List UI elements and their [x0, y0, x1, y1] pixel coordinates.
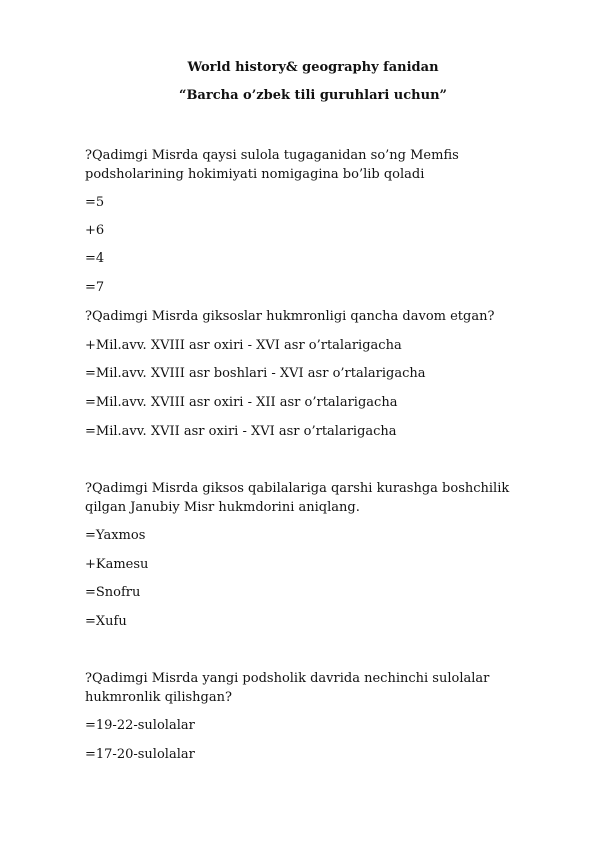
question-2-answer-2: =Mil.avv. XVIII asr boshlari - XVI asr o’rtalarigacha — [85, 366, 426, 381]
question-3-answer-4: =Xufu — [85, 614, 127, 629]
document-subtitle: “Barcha o’zbek tili guruhlari uchun” — [178, 88, 448, 103]
question-3-answer-3: =Snofru — [85, 585, 141, 600]
question-1-answer-1: =5 — [85, 195, 105, 210]
question-2-answer-1: +Mil.avv. XVIII asr oxiri - XVI asr o’rtalarigacha — [85, 338, 402, 353]
question-3-text: ?Qadimgi Misrda giksos qabilalariga qarshi kurashga boshchilik qilgan Janubiy Misr hukmdorini aniqlang. — [85, 481, 510, 515]
question-3-answer-2: +Kamesu — [85, 557, 149, 572]
question-2-answer-3: =Mil.avv. XVIII asr oxiri - XII asr o’rtalarigacha — [85, 395, 398, 410]
question-1-text: ?Qadimgi Misrda qaysi sulola tugaganidan so’ng Memfis podsholarining hokimiyati nomigagina bo’lib qoladi — [85, 148, 459, 182]
question-1-answer-4: =7 — [85, 280, 105, 295]
question-4-text: ?Qadimgi Misrda yangi podsholik davrida nechinchi sulolalar hukmronlik qilishgan? — [85, 671, 490, 705]
question-2-text: ?Qadimgi Misrda giksoslar hukmronligi qancha davom etgan? — [85, 309, 495, 324]
question-3-answer-1: =Yaxmos — [85, 528, 146, 543]
question-4-answer-1: =19-22-sulolalar — [85, 718, 195, 733]
question-1-answer-3: =4 — [85, 251, 105, 266]
question-4-answer-2: =17-20-sulolalar — [85, 747, 195, 762]
question-1-answer-2: +6 — [85, 223, 105, 238]
document-title: World history& geography fanidan — [187, 60, 439, 75]
question-2-answer-4: =Mil.avv. XVII asr oxiri - XVI asr o’rtalarigacha — [85, 424, 397, 439]
